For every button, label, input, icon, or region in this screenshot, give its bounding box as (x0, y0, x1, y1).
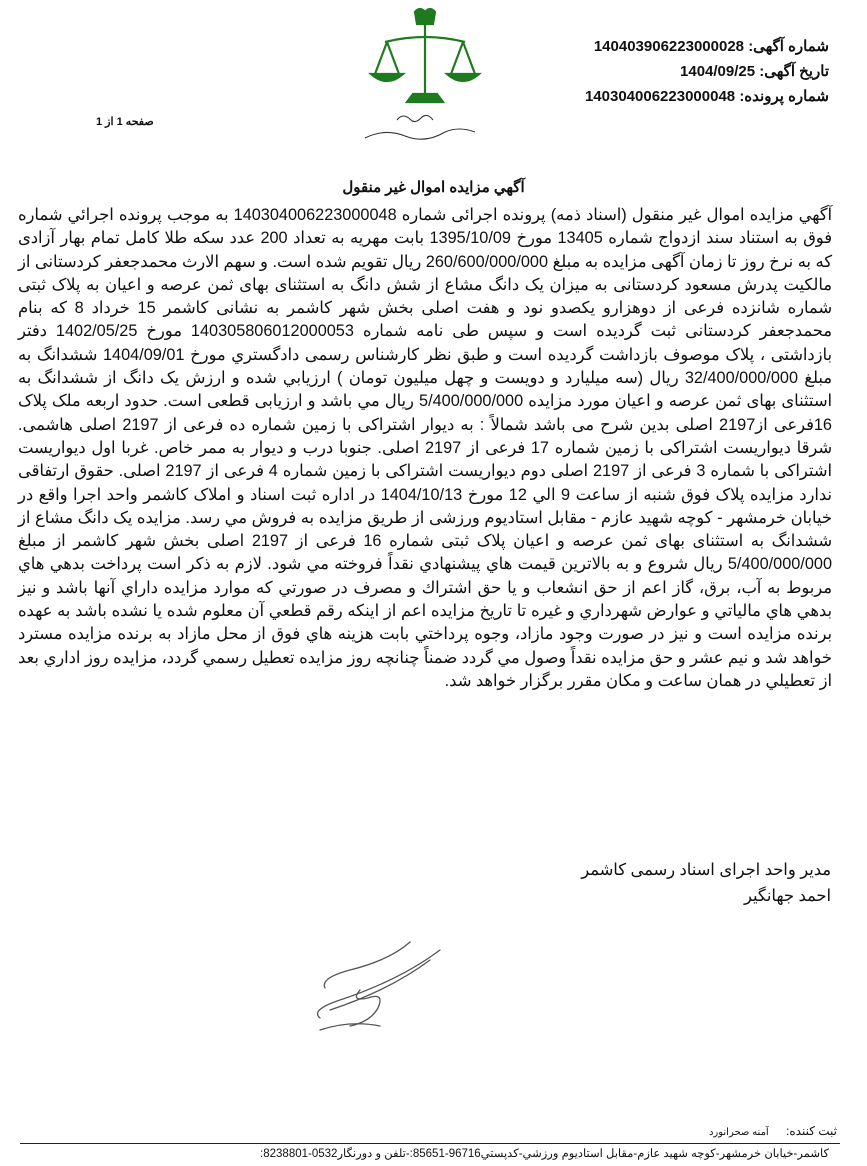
header-info (499, 34, 829, 109)
footer-address: کاشمر-خيابان خرمشهر-کوچه شهيد عازم-مقابل استاديوم ورزشي-کدپستي96716-85651:-تلفن و دورنگار0532-8238801: (260, 1148, 829, 1160)
ad-number: 140403906223000028 (593, 38, 745, 55)
case-number-row (499, 84, 829, 109)
ad-number-row (499, 34, 829, 59)
signer-name: احمد جهانگير (743, 887, 831, 905)
registrar-label: ثبت کننده: (786, 1124, 837, 1138)
ad-date: 1404/09/25 (680, 63, 756, 80)
ad-date-label: تاریخ آگهی: (759, 63, 829, 80)
ad-number-label: شماره آگهی: (748, 38, 829, 55)
notice-body (18, 204, 832, 693)
signer-title: مدير واحد اجرای اسناد رسمی کاشمر (581, 861, 831, 879)
page-number: صفحه 1 از 1 (96, 116, 154, 128)
registrar (709, 1124, 837, 1138)
registrar-name: آمنه صحرانورد (708, 1127, 769, 1138)
case-number-label: شماره پرونده: (739, 88, 829, 105)
judiciary-emblem-icon (345, 2, 505, 147)
notice-paragraph: آگهي مزايده اموال غير منقول (اسناد ذمه) پرونده اجرائی شماره 140304006223000048 به موجب پرونده اجرائي شماره فوق به استناد سند ازدواج شماره 13405 مورخ 1395/10/09 بابت مهريه به تعداد 200 عدد سکه طلا کامل تمام بهار آزادی که به نرخ روز تا زمان آگهی مزايده به مبلغ 260/600/000/000 ريال تقويم شده است. و سهم الارث محمدجعفر کردستانی از مالکيت پدرش مسعود کردستانی به ميزان يک دانگ مشاع از شش دانگ به استثنای بهای ثمن عرصه و اعيان به پلاک ثبتی شماره شانزده فرعی از دوهزارو يکصدو نود و هفت اصلی بخش شهر کاشمر به نشانی کاشمر 15 خرداد 8 که بنام محمدجعفر کردستانی ثبت گرديده است و سپس طی نامه شماره 140305806012000053 مورخ 1402/05/25 دفتر بازداشتی ، پلاک موصوف بازداشت گرديده است و طبق نظر کارشناس رسمی دادگستري مورخ 1404/09/01 ششدانگ به مبلغ 32/400/000/000 ريال (سه ميليارد و دويست و چهل ميليون تومان ) ارزيابي شده و ارزش يک دانگ از ششدانگ به استثنای بهای ثمن عرصه و اعيان مورد مزايده 5/400/000/000 ريال مي باشد و ارزيابی قطعی است. حدود اربعه ملک پلاک 16فرعی از2197 اصلی بدين شرح می باشد شمالاً : به ديوار اشتراکی با زمين شماره ده فرعی از 2197 اصلی هاشمی. شرقا ديواريست اشتراکی با زمين شماره 17 فرعی از 2197 اصلی. جنوبا درب و ديوار به ممر خاص. غربا اول ديواريست اشتراکی با شماره 3 فرعی از 2197 اصلی دوم ديواريست اشتراکی با زمين شماره 4 فرعی از 2197 اصلی. حقوق ارتفاقی ندارد مزايده پلاک فوق شنبه از ساعت 9 الي 12 مورخ 1404/10/13 در اداره ثبت اسناد و املاک کاشمر واحد اجرا واقع در خيابان خرمشهر - کوچه شهيد عازم - مقابل استاديوم ورزشی از طريق مزايده به فروش مي رسد. مزايده يک دانگ مشاع از ششدانگ به استثنای بهای ثمن عرصه و اعيان پلاک ثبتی شماره 16 فرعی از 2197 اصلی بخش شهر کاشمر از مبلغ 5/400/000/000 ريال شروع و به بالاترين قيمت هاي پيشنهادي نقداً فروخته مي شود. لازم به ذکر است پرداخت بدهي هاي مربوط به آب، برق، گاز اعم از حق انشعاب و يا حق اشتراك و مصرف در صورتي كه موارد مزايده داراي آنها باشد و نيز بدهي هاي مالياتي و عوارض شهرداري و غيره تا تاريخ مزايده اعم از اينكه رقم قطعي آن معلوم شده يا نشده باشد به عهده برنده مزايده است و نيز در صورت وجود مازاد، وجوه پرداختي بابت هزينه هاي فوق از محل مازاد به برنده مزايده مسترد خواهد شد و نيم عشر و حق مزايده نقداً وصول مي گردد ضمناً چنانچه روز مزايده تعطيل رسمي گردد، مزايده روز اداري بعد از تعطيلي در همان ساعت و مكان مقرر برگزار خواهد شد. (18, 206, 832, 690)
signature-icon (290, 930, 470, 1040)
document-title: آگهي مزايده اموال غير منقول (342, 179, 525, 196)
case-number: 140304006223000048 (584, 88, 736, 105)
ad-date-row (499, 59, 829, 84)
footer-divider (20, 1143, 840, 1144)
